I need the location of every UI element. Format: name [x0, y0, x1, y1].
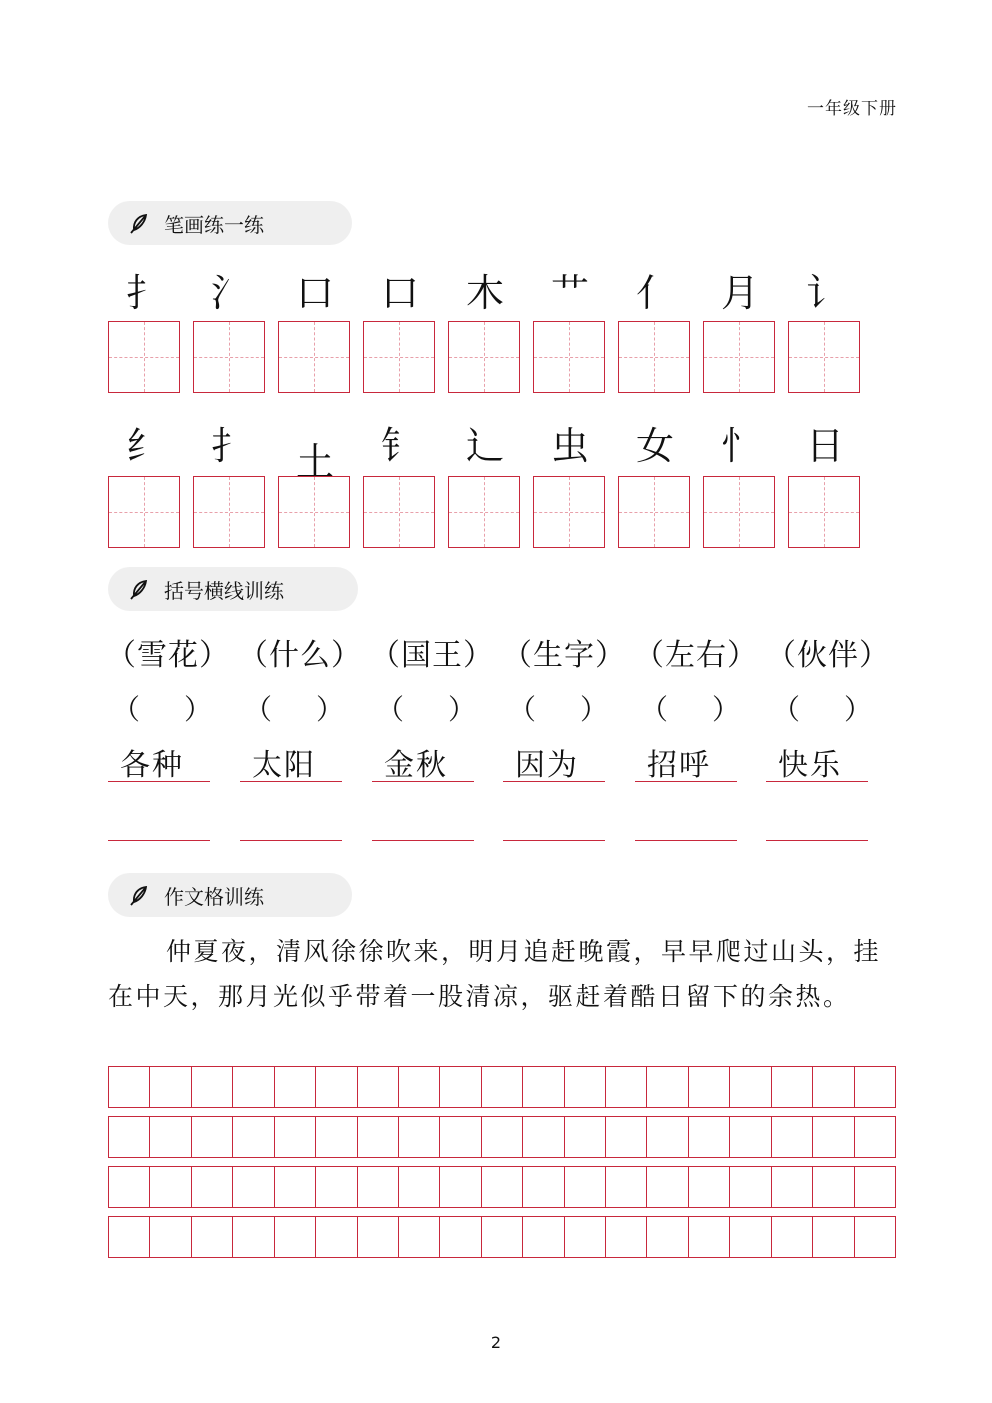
grid-cell[interactable] [315, 1116, 356, 1158]
grid-cell[interactable] [191, 1066, 232, 1108]
grid-cell[interactable] [812, 1216, 853, 1258]
paren-word: （左右） [634, 638, 758, 673]
grid-cell[interactable] [481, 1066, 522, 1108]
section-header-parens [108, 567, 358, 611]
stroke-glyph: 木 [465, 271, 504, 315]
tian-cell[interactable] [788, 476, 860, 548]
grid-cell[interactable] [564, 1166, 605, 1208]
paren-word: （什么） [238, 638, 362, 673]
grid-cell[interactable] [315, 1216, 356, 1258]
stroke-glyph: 女 [635, 424, 674, 468]
tian-cell[interactable] [363, 321, 435, 393]
grid-cell[interactable] [729, 1216, 770, 1258]
tian-cell[interactable] [108, 476, 180, 548]
grid-cell[interactable] [232, 1216, 273, 1258]
grid-cell[interactable] [646, 1066, 687, 1108]
grid-cell[interactable] [771, 1116, 812, 1158]
stroke-glyph: 口 [295, 271, 334, 315]
section-header-essay-grid [108, 873, 352, 917]
grid-cell[interactable] [149, 1166, 190, 1208]
blank-line[interactable] [635, 840, 737, 841]
tian-cell[interactable] [278, 321, 350, 393]
grid-cell[interactable] [149, 1216, 190, 1258]
grade-label: 一年级下册 [807, 99, 897, 119]
grid-row [108, 1216, 896, 1258]
stroke-glyph: 扌 [125, 271, 164, 315]
grid-cell[interactable] [481, 1216, 522, 1258]
grid-cell[interactable] [439, 1066, 480, 1108]
paren-blank[interactable]: （ ） [640, 693, 740, 726]
stroke-glyph: 艹 [550, 271, 589, 315]
grid-cell[interactable] [605, 1116, 646, 1158]
section-title: 括号横线训练 [164, 578, 284, 603]
grid-cell[interactable] [854, 1066, 896, 1108]
grid-cell[interactable] [149, 1116, 190, 1158]
grid-cell[interactable] [812, 1116, 853, 1158]
tian-cell[interactable] [448, 321, 520, 393]
grid-cell[interactable] [771, 1066, 812, 1108]
grid-cell[interactable] [564, 1216, 605, 1258]
paren-word: （国王） [370, 638, 494, 673]
stroke-glyph: 口 [380, 271, 419, 315]
grid-cell[interactable] [646, 1166, 687, 1208]
grid-cell[interactable] [398, 1116, 439, 1158]
blank-line[interactable] [108, 840, 210, 841]
grid-cell[interactable] [108, 1166, 149, 1208]
stroke-glyph: 日 [805, 424, 844, 468]
grid-cell[interactable] [191, 1166, 232, 1208]
essay-text: 仲夏夜，清风徐徐吹来，明月追赶晚霞，早早爬过山头，挂在中天，那月光似乎带着一股清凉，驱赶着酷日留下的余热。 [108, 937, 882, 1011]
paren-word: （雪花） [106, 638, 230, 673]
grid-row [108, 1116, 896, 1158]
grid-cell[interactable] [688, 1116, 729, 1158]
grid-cell[interactable] [812, 1066, 853, 1108]
section-title: 笔画练一练 [164, 212, 264, 237]
stroke-glyph: 辶 [465, 424, 504, 468]
grid-cell[interactable] [439, 1116, 480, 1158]
grid-cell[interactable] [481, 1116, 522, 1158]
tian-cell[interactable] [703, 476, 775, 548]
grid-cell[interactable] [646, 1116, 687, 1158]
grid-cell[interactable] [108, 1066, 149, 1108]
stroke-glyph: 土 [295, 440, 334, 484]
grid-cell[interactable] [191, 1216, 232, 1258]
grid-cell[interactable] [688, 1066, 729, 1108]
paren-blank[interactable]: （ ） [508, 693, 608, 726]
tian-cell[interactable] [278, 476, 350, 548]
grid-cell[interactable] [357, 1066, 398, 1108]
feather-icon [128, 211, 150, 235]
tian-cell[interactable] [193, 321, 265, 393]
grid-cell[interactable] [522, 1216, 563, 1258]
grid-cell[interactable] [771, 1216, 812, 1258]
grid-cell[interactable] [357, 1166, 398, 1208]
grid-cell[interactable] [522, 1116, 563, 1158]
tian-cell[interactable] [618, 321, 690, 393]
grid-cell[interactable] [191, 1116, 232, 1158]
blank-line[interactable] [372, 840, 474, 841]
line-word: 太阳 [240, 740, 342, 782]
stroke-glyph: 亻 [635, 271, 674, 315]
stroke-glyph: 虫 [550, 424, 589, 468]
line-word: 快乐 [766, 740, 868, 782]
grid-cell[interactable] [605, 1216, 646, 1258]
grid-cell[interactable] [771, 1166, 812, 1208]
grid-cell[interactable] [439, 1216, 480, 1258]
feather-icon [128, 883, 150, 907]
tian-cell[interactable] [618, 476, 690, 548]
stroke-glyph: 月 [720, 271, 759, 315]
grid-cell[interactable] [522, 1166, 563, 1208]
grid-cell[interactable] [854, 1116, 896, 1158]
grid-cell[interactable] [729, 1116, 770, 1158]
tian-cell[interactable] [108, 321, 180, 393]
blank-line[interactable] [766, 840, 868, 841]
stroke-glyph: 钅 [380, 424, 419, 468]
stroke-glyph: 纟 [125, 424, 164, 468]
paren-blank[interactable]: （ ） [772, 693, 872, 726]
grid-cell[interactable] [522, 1066, 563, 1108]
line-word: 招呼 [635, 740, 737, 782]
section-title: 作文格训练 [164, 884, 264, 909]
page-number: 2 [490, 1333, 502, 1352]
tian-cell[interactable] [363, 476, 435, 548]
grid-cell[interactable] [729, 1166, 770, 1208]
grid-cell[interactable] [812, 1166, 853, 1208]
grid-cell[interactable] [605, 1066, 646, 1108]
grid-cell[interactable] [149, 1066, 190, 1108]
line-word: 因为 [503, 740, 605, 782]
tian-cell[interactable] [193, 476, 265, 548]
grid-cell[interactable] [357, 1116, 398, 1158]
stroke-glyph: 氵 [210, 271, 249, 315]
grid-cell[interactable] [315, 1166, 356, 1208]
grid-cell[interactable] [854, 1166, 896, 1208]
grid-cell[interactable] [729, 1066, 770, 1108]
blank-line[interactable] [503, 840, 605, 841]
section-header-strokes [108, 201, 352, 245]
grid-cell[interactable] [232, 1166, 273, 1208]
tian-cell[interactable] [448, 476, 520, 548]
grid-cell[interactable] [357, 1216, 398, 1258]
grid-cell[interactable] [688, 1216, 729, 1258]
grid-cell[interactable] [564, 1116, 605, 1158]
feather-icon [128, 577, 150, 601]
paren-blank[interactable]: （ ） [244, 693, 344, 726]
tian-cell[interactable] [703, 321, 775, 393]
grid-cell[interactable] [274, 1166, 315, 1208]
stroke-glyph: 忄 [720, 424, 759, 468]
grid-cell[interactable] [854, 1216, 896, 1258]
grid-cell[interactable] [688, 1166, 729, 1208]
grid-cell[interactable] [232, 1066, 273, 1108]
grid-cell[interactable] [232, 1116, 273, 1158]
paren-word: （生字） [502, 638, 626, 673]
grid-cell[interactable] [398, 1216, 439, 1258]
grid-cell[interactable] [481, 1166, 522, 1208]
grid-cell[interactable] [274, 1216, 315, 1258]
grid-cell[interactable] [274, 1116, 315, 1158]
stroke-glyph: 扌 [210, 424, 249, 468]
grid-cell[interactable] [605, 1166, 646, 1208]
line-word: 各种 [108, 740, 210, 782]
grid-cell[interactable] [398, 1066, 439, 1108]
grid-cell[interactable] [646, 1216, 687, 1258]
stroke-glyph: 讠 [805, 271, 844, 315]
line-word: 金秋 [372, 740, 474, 782]
tian-cell[interactable] [533, 476, 605, 548]
grid-cell[interactable] [108, 1116, 149, 1158]
paren-word: （伙伴） [766, 638, 890, 673]
grid-row [108, 1166, 896, 1208]
grid-cell[interactable] [398, 1166, 439, 1208]
grid-cell[interactable] [315, 1066, 356, 1108]
grid-cell[interactable] [108, 1216, 149, 1258]
grid-cell[interactable] [564, 1066, 605, 1108]
paren-blank[interactable]: （ ） [376, 693, 476, 726]
grid-row [108, 1066, 896, 1108]
grid-cell[interactable] [274, 1066, 315, 1108]
grid-cell[interactable] [439, 1166, 480, 1208]
paren-blank[interactable]: （ ） [112, 693, 212, 726]
essay-paragraph [108, 929, 898, 1019]
blank-line[interactable] [240, 840, 342, 841]
tian-cell[interactable] [533, 321, 605, 393]
tian-cell[interactable] [788, 321, 860, 393]
